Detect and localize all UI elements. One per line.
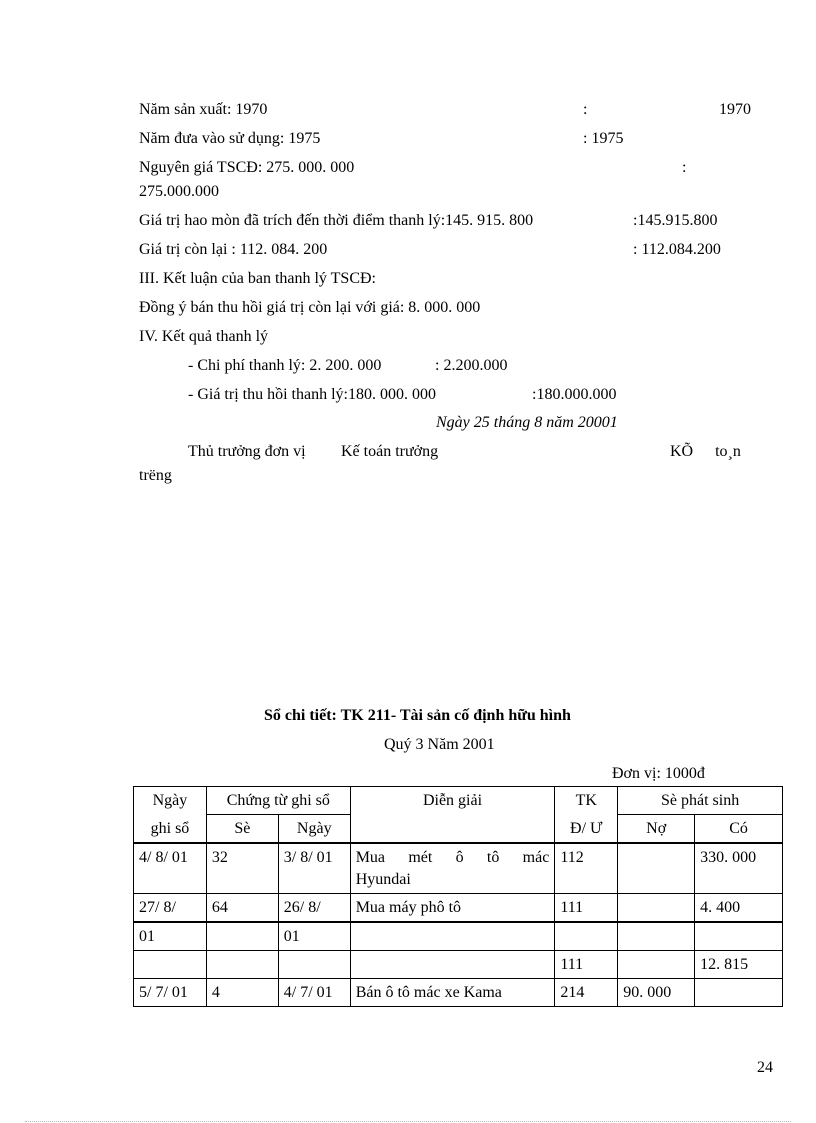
document-date: Ngày 25 tháng 8 năm 20001 (436, 414, 618, 431)
header-description-blank (350, 815, 555, 844)
signature-unit-head: Thủ trưởng đơn vị (188, 443, 306, 460)
cell-voucher-date: 01 (278, 922, 350, 951)
header-credit: Có (695, 815, 783, 844)
header-date-cell (134, 787, 207, 815)
header-date-line1: Ngày (152, 792, 188, 809)
signature-accountant: KÕ to¸n (670, 443, 741, 460)
cell-description: Bán ô tô mác xe Kama (350, 979, 555, 1007)
cell-record-date: 5/ 7/ 01 (134, 979, 207, 1007)
cell-voucher-number (206, 922, 278, 951)
signature-accountant-wrap: trëng (139, 467, 172, 484)
table-row (134, 951, 783, 979)
cell-description (350, 922, 555, 951)
recovery-value-value: :180.000.000 (532, 386, 617, 403)
cell-record-date (134, 951, 207, 979)
cell-credit (695, 922, 783, 951)
cell-description: Mua máy phô tô (350, 894, 555, 923)
cell-voucher-date (278, 951, 350, 979)
cell-credit: 330. 000 (695, 843, 783, 894)
table-row (134, 922, 783, 951)
page-edge-divider (25, 1121, 791, 1122)
ledger-table (133, 786, 783, 1007)
signature-chief-accountant: Kế toán trưởng (341, 443, 439, 460)
year-in-use-value: : 1975 (583, 130, 624, 147)
depreciation-value: :145.915.800 (633, 212, 718, 229)
cell-voucher-date: 3/ 8/ 01 (278, 843, 350, 894)
header-debit: Nợ (618, 815, 695, 844)
cell-record-date: 27/ 8/ (134, 894, 207, 923)
cell-voucher-number: 64 (206, 894, 278, 923)
section-iii-heading: III. Kết luận của ban thanh lý TSCĐ: (139, 270, 376, 287)
header-row-1 (134, 787, 783, 815)
table-row (134, 894, 783, 923)
header-row-2 (134, 815, 783, 844)
cell-voucher-date: 26/ 8/ (278, 894, 350, 923)
ledger-unit: Đơn vị: 1000đ (612, 765, 705, 782)
original-cost-label: Nguyên giá TSCĐ: 275. 000. 000 (139, 159, 355, 176)
ledger-subtitle: Quý 3 Năm 2001 (384, 736, 495, 753)
cell-voucher-date: 4/ 7/ 01 (278, 979, 350, 1007)
cell-voucher-number: 32 (206, 843, 278, 894)
year-manufactured-label: Năm sản xuất: 1970 (139, 101, 268, 118)
page-number: 24 (757, 1059, 773, 1076)
cell-debit (618, 894, 695, 923)
cell-description-text: Mua mét ô tô mác Hyundai (355, 849, 550, 888)
header-voucher-number: Sè (206, 815, 278, 844)
header-account-cell (555, 787, 618, 815)
ledger-title: Sổ chi tiết: TK 211- Tài sản cố định hữu hình (264, 707, 571, 724)
cell-account: 111 (555, 951, 618, 979)
liquidation-cost-value: : 2.200.000 (435, 357, 508, 374)
cell-debit (618, 922, 695, 951)
cell-account: 112 (555, 843, 618, 894)
cell-account (555, 922, 618, 951)
cell-account: 214 (555, 979, 618, 1007)
depreciation-label: Giá trị hao mòn đã trích đến thời điểm thanh lý:145. 915. 800 (139, 212, 534, 229)
cell-debit: 90. 000 (618, 979, 695, 1007)
residual-value-value: : 112.084.200 (633, 241, 721, 258)
table-row (134, 843, 783, 894)
year-manufactured-value: 1970 (719, 101, 751, 118)
header-amount: Sè phát sinh (618, 787, 783, 815)
liquidation-cost-label: - Chi phí thanh lý: 2. 200. 000 (188, 357, 382, 374)
original-cost-colon: : (682, 159, 687, 176)
header-voucher-date: Ngày (278, 815, 350, 844)
section-iv-heading: IV. Kết quả thanh lý (139, 328, 269, 345)
cell-credit: 12. 815 (695, 951, 783, 979)
cell-voucher-number: 4 (206, 979, 278, 1007)
cell-credit (695, 979, 783, 1007)
header-account-line2: Đ/ Ư (555, 815, 618, 844)
original-cost-value: 275.000.000 (139, 183, 219, 200)
cell-debit (618, 843, 695, 894)
cell-description (350, 843, 555, 894)
table-row (134, 979, 783, 1007)
year-in-use-label: Năm đưa vào sử dụng: 1975 (139, 130, 321, 147)
header-description: Diễn giải (350, 787, 555, 815)
header-date-line2: ghi sổ (134, 815, 207, 844)
year-manufactured-colon: : (583, 101, 588, 118)
cell-credit: 4. 400 (695, 894, 783, 923)
cell-debit (618, 951, 695, 979)
cell-record-date: 01 (134, 922, 207, 951)
header-voucher: Chứng từ ghi sổ (206, 787, 350, 815)
cell-account: 111 (555, 894, 618, 923)
cell-record-date: 4/ 8/ 01 (134, 843, 207, 894)
header-account-line1: TK (575, 792, 597, 809)
cell-voucher-number (206, 951, 278, 979)
residual-value-label: Giá trị còn lại : 112. 084. 200 (139, 241, 328, 258)
cell-description (350, 951, 555, 979)
sale-agreement-text: Đồng ý bán thu hồi giá trị còn lại với giá: 8. 000. 000 (139, 299, 481, 316)
recovery-value-label: - Giá trị thu hồi thanh lý:180. 000. 000 (188, 386, 436, 403)
